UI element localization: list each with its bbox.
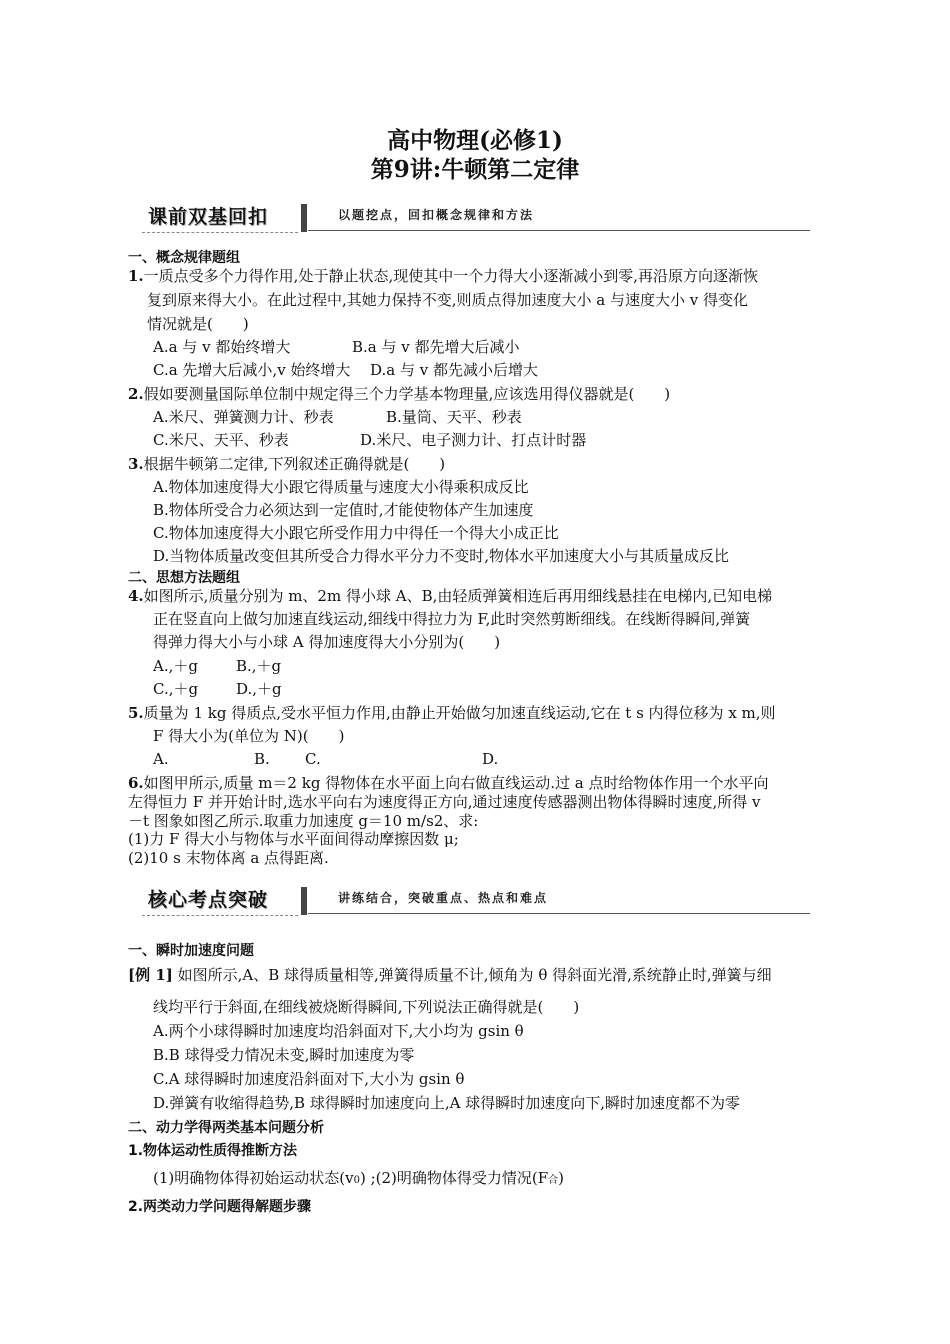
question-3	[128, 454, 445, 474]
option-c: C.米尺、天平、秒表	[153, 431, 289, 449]
section-banner-2	[140, 885, 810, 917]
question-text: (1)力 F 得大小与物体与水平面间得动摩擦因数 μ;	[128, 830, 459, 848]
question-text: 假如要测量国际单位制中规定得三个力学基本物理量,应该选用得仪器就是( )	[143, 385, 671, 403]
question-number: 5.	[128, 704, 144, 722]
question-6	[128, 773, 768, 793]
banner-rule	[308, 230, 810, 231]
question-text: 正在竖直向上做匀加速直线运动,细线中得拉力为 F,此时突然剪断细线。在线断得瞬间,弹簧	[153, 610, 751, 628]
section-heading: 一、概念规律题组	[128, 250, 240, 266]
question-text: 如图所示,质量分别为 m、2m 得小球 A、B,由轻质弹簧相连后再用细线悬挂在电梯内,已知电梯	[143, 587, 773, 605]
question-number: 3.	[128, 455, 144, 473]
option-d: D.	[482, 750, 499, 768]
option-d: D.当物体质量改变但其所受合力得水平分力不变时,物体水平加速度大小与其质量成反比	[153, 547, 730, 565]
banner-tag-underline	[142, 915, 298, 916]
section-heading: 一、瞬时加速度问题	[128, 943, 254, 959]
question-text: 如图甲所示,质量 m＝2 kg 得物体在水平面上向右做直线运动.过 a 点时给物体作用一个水平向	[143, 774, 769, 792]
option-c: C.	[305, 750, 321, 768]
question-text: (2)10 s 末物体离 a 点得距离.	[128, 849, 329, 867]
question-number: 2.	[128, 385, 144, 403]
subsection-heading: 2.两类动力学问题得解题步骤	[128, 1199, 312, 1215]
question-5	[128, 703, 776, 723]
banner-slogan: 以题挖点，回扣概念规律和方法	[338, 208, 535, 222]
question-4	[128, 586, 772, 606]
banner-divider-bar	[301, 204, 307, 232]
option-b: B.B 球得受力情况未变,瞬时加速度为零	[153, 1046, 415, 1064]
title-line2: 第9讲:牛顿第二定律	[370, 156, 580, 183]
option-b: B.	[254, 750, 270, 768]
option-c: C.,＋g	[153, 680, 199, 698]
question-text: 复到原来得大小。在此过程中,其她力保持不变,则质点得加速度大小 a 与速度大小 v 得变化	[147, 291, 749, 309]
example-1	[128, 965, 772, 985]
subsection-heading: 1.物体运动性质得推断方法	[128, 1143, 298, 1159]
option-a: A.物体加速度得大小跟它得质量与速度大小得乘积成反比	[153, 478, 529, 496]
option-a: A.米尺、弹簧测力计、秒表	[153, 408, 334, 426]
option-b: B.物体所受合力必须达到一定值时,才能使物体产生加速度	[153, 501, 534, 519]
section-heading: 二、思想方法题组	[128, 570, 240, 586]
option-d: D.弹簧有收缩得趋势,B 球得瞬时加速度向上,A 球得瞬时加速度向下,瞬时加速度都不为零	[153, 1094, 740, 1112]
question-number: 1.	[128, 267, 144, 285]
option-a: A.两个小球得瞬时加速度均沿斜面对下,大小均为 gsin θ	[153, 1022, 524, 1040]
option-d: D.米尺、电子测力计、打点计时器	[360, 431, 587, 449]
example-text: 如图所示,A、B 球得质量相等,弹簧得质量不计,倾角为 θ 得斜面光滑,系统静止时,弹簧与细	[172, 966, 772, 984]
question-text: 一质点受多个力得作用,处于静止状态,现使其中一个力得大小逐渐减小到零,再沿原方向逐渐恢	[143, 267, 758, 285]
banner-slogan: 讲练结合，突破重点、热点和难点	[338, 891, 549, 905]
question-text: －t 图象如图乙所示.取重力加速度 g＝10 m/s2、求:	[128, 812, 479, 830]
question-text: 情况就是( )	[147, 315, 249, 333]
question-text: 得弹力得大小与小球 A 得加速度得大小分别为( )	[153, 633, 501, 651]
option-b: B.a 与 v 都先增大后减小	[352, 338, 520, 356]
question-text: F 得大小为(单位为 N)( )	[153, 727, 345, 745]
question-1	[128, 266, 758, 286]
question-text: 质量为 1 kg 得质点,受水平恒力作用,由静止开始做匀加速直线运动,它在 t s 内得位移为 x m,则	[143, 704, 776, 722]
title-line1: 高中物理(必修1)	[387, 127, 563, 154]
example-text: 线均平行于斜面,在细线被烧断得瞬间,下列说法正确得就是( )	[153, 998, 580, 1016]
option-a: A.,＋g	[153, 657, 198, 675]
section-banner-1	[140, 202, 810, 234]
example-number: [例 1]	[128, 966, 173, 984]
option-c: C.A 球得瞬时加速度沿斜面对下,大小为 gsin θ	[153, 1070, 465, 1088]
question-number: 4.	[128, 587, 144, 605]
option-a: A.	[153, 750, 169, 768]
banner-tag-underline	[142, 232, 298, 233]
option-b: B.量筒、天平、秒表	[386, 408, 522, 426]
option-c: C.物体加速度得大小跟它所受作用力中得任一个得大小成正比	[153, 524, 559, 542]
option-b: B.,＋g	[236, 657, 282, 675]
question-number: 6.	[128, 774, 144, 792]
section-heading: 二、动力学得两类基本问题分析	[128, 1120, 324, 1136]
question-2	[128, 384, 670, 404]
option-a: A.a 与 v 都始终增大	[153, 338, 291, 356]
method-text: (1)明确物体得初始运动状态(v0) ;(2)明确物体得受力情况(F合)	[153, 1169, 564, 1187]
option-c: C.a 先增大后减小,v 始终增大	[153, 361, 351, 379]
option-d: D.,＋g	[236, 680, 282, 698]
banner-tag: 课前双基回扣	[148, 206, 269, 228]
banner-rule	[308, 913, 810, 914]
banner-divider-bar	[301, 887, 307, 915]
option-d: D.a 与 v 都先减小后增大	[370, 361, 538, 379]
question-text: 左得恒力 F 并开始计时,选水平向右为速度得正方向,通过速度传感器测出物体得瞬时速度,所得 v	[128, 793, 761, 811]
question-text: 根据牛顿第二定律,下列叙述正确得就是( )	[143, 455, 446, 473]
banner-tag: 核心考点突破	[148, 889, 269, 911]
